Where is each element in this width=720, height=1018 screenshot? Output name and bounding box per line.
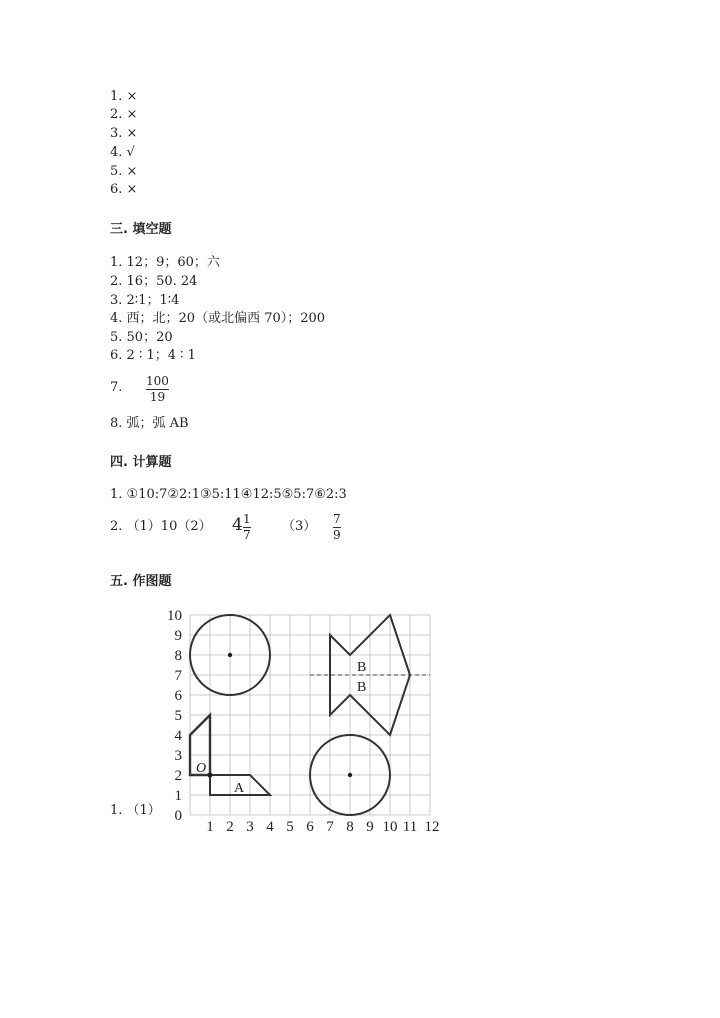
circle-bottom-right-center [348,773,352,777]
y-tick: 1 [174,788,182,804]
mixed-number-fraction [243,513,251,542]
s3-item-1: 1. 12；9；60；六 [110,255,220,270]
section5-title: 五. 作图题 [110,574,172,589]
x-tick: 9 [366,819,374,835]
s3-item-5: 5. 50；20 [110,330,173,345]
x-tick: 8 [346,819,354,835]
section3-title: 三. 填空题 [110,222,172,237]
s5-item-label: 1. （1） [110,803,161,818]
section4-title: 四. 计算题 [110,455,172,470]
s3-item-3: 3. 2∶1；1∶4 [110,293,180,308]
x-tick: 5 [286,819,294,835]
origin-tick: 0 [174,808,182,824]
judge-5: 5. × [110,164,138,179]
x-tick: 10 [382,819,398,835]
s3-item-6: 6. 2 ∶ 1；4 ∶ 1 [110,348,196,363]
y-tick: 10 [167,608,182,624]
y-tick: 8 [174,648,182,664]
s3-item-7-label: 7. [110,380,123,395]
y-tick: 3 [174,748,182,764]
judge-4: 4. √ [110,145,135,160]
judge-3: 3. × [110,126,138,141]
x-tick: 3 [246,819,254,835]
y-tick: 2 [174,768,182,784]
y-tick: 6 [174,688,182,704]
s4-item-2-part3: （3） [282,519,317,534]
fraction-numerator: 100 [146,374,169,388]
label-b-top: B [357,660,367,675]
x-tick: 12 [424,819,440,835]
s3-item-2: 2. 16；50. 24 [110,274,198,289]
s4-item-2-fraction [333,513,341,542]
fraction-denominator: 7 [243,528,251,542]
judge-1: 1. × [110,89,138,104]
coordinate-grid-figure [150,600,460,840]
x-tick: 7 [326,819,334,835]
fraction-numerator: 7 [333,512,341,526]
s3-item-7-fraction [146,375,169,404]
s3-item-4: 4. 西；北；20（或北偏西 70）；200 [110,311,326,326]
x-tick: 11 [402,819,418,835]
fraction-numerator: 1 [243,512,251,526]
y-tick: 4 [174,728,182,744]
y-tick: 9 [174,628,182,644]
y-tick: 7 [174,668,182,684]
label-a: A [234,781,245,796]
label-b-bottom: B [357,680,367,695]
circle-top-left-center [228,653,232,657]
s4-item-2-prefix: 2. （1）10（2） [110,519,212,534]
s3-item-8: 8. 弧；弧 AB [110,416,189,431]
fraction-denominator: 19 [149,390,166,404]
judge-6: 6. × [110,182,138,197]
x-tick: 6 [306,819,314,835]
label-o: O [196,761,207,776]
x-tick: 4 [266,819,274,835]
point-o [207,772,212,777]
fraction-denominator: 9 [333,528,341,542]
x-tick: 2 [226,819,234,835]
s4-item-1: 1. ①10:7②2:1③5:11④12:5⑤5:7⑥2:3 [110,487,347,502]
x-tick: 1 [206,819,214,835]
grid-lines [190,615,430,815]
mixed-number-whole: 4 [232,515,243,535]
judge-2: 2. × [110,107,138,122]
y-tick: 5 [174,708,182,724]
